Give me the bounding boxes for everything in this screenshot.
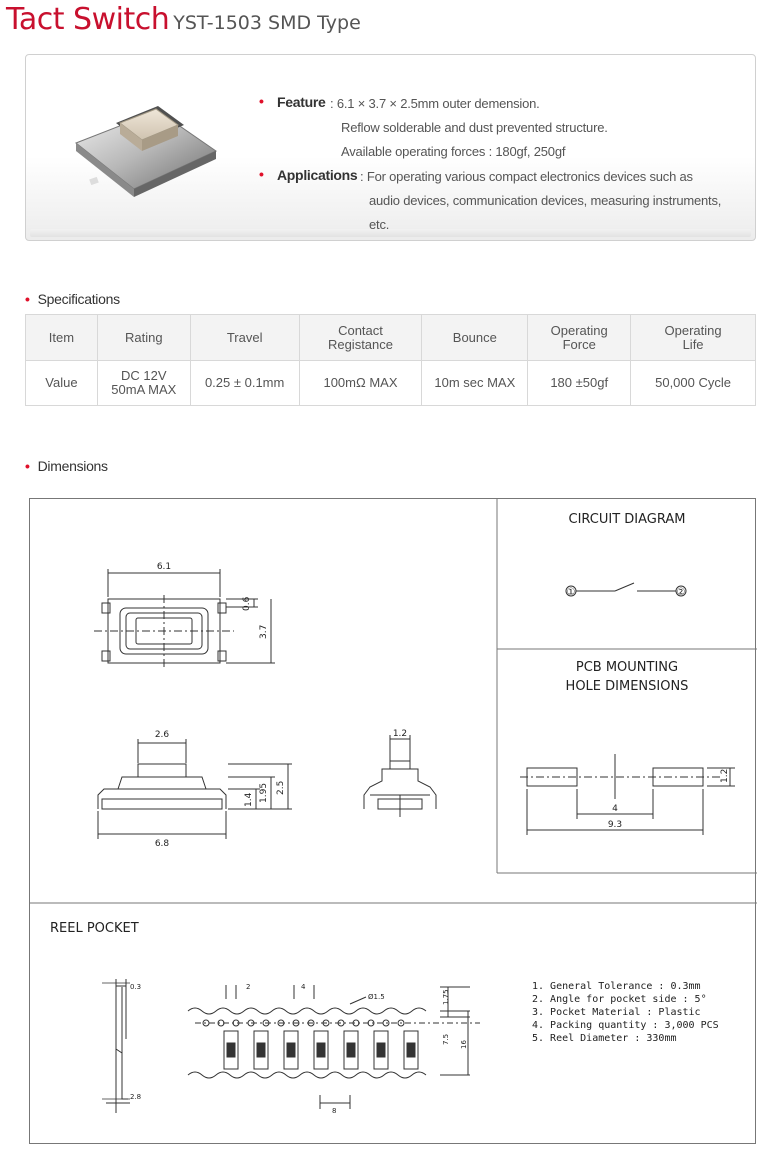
side-view-total-height: 2.5 <box>276 780 286 795</box>
feature-line-2: Reflow solderable and dust prevented structure. <box>341 120 608 135</box>
reel-pocket-side-view <box>102 979 130 1113</box>
specifications-table <box>25 314 756 406</box>
spec-value-cell: Value <box>26 361 98 406</box>
reel-dim-pocket-pitch: 4 <box>301 983 306 991</box>
reel-title: REEL POCKET <box>50 921 139 936</box>
reel-pocket <box>254 1031 268 1069</box>
dimensions-heading <box>25 458 108 474</box>
dimensions-svg <box>30 499 757 1145</box>
dimensions-drawing <box>29 498 756 1144</box>
reel-pockets <box>224 1031 418 1069</box>
circuit-pin-1: ① <box>566 587 576 598</box>
spec-value-cell: 100mΩ MAX <box>299 361 422 406</box>
specifications-bullet: • <box>25 291 30 307</box>
dimensions-bullet: • <box>25 458 30 474</box>
applications-label: Applications <box>277 167 358 183</box>
spec-value-cell: 10m sec MAX <box>422 361 528 406</box>
reel-note: 3. Pocket Material : Plastic <box>532 1007 701 1018</box>
spec-header-cell: Operating Life <box>631 315 756 361</box>
reel-note: 2. Angle for pocket side : 5° <box>532 994 707 1005</box>
reel-note: 1. General Tolerance : 0.3mm <box>532 981 701 992</box>
top-view-offset: 0.6 <box>242 596 252 611</box>
feature-label: Feature <box>277 94 326 110</box>
reel-notes <box>532 980 719 1045</box>
title-main: Tact Switch <box>6 2 170 37</box>
spec-header-cell: Travel <box>190 315 299 361</box>
reel-pocket <box>284 1031 298 1069</box>
spec-value-cell: 50,000 Cycle <box>631 361 756 406</box>
reel-note: 5. Reel Diameter : 330mm <box>532 1033 677 1044</box>
circuit-title: CIRCUIT DIAGRAM <box>568 512 686 527</box>
circuit-symbol <box>566 583 686 596</box>
pcb-title-line-2: HOLE DIMENSIONS <box>565 679 689 694</box>
spec-header-cell: Rating <box>97 315 190 361</box>
side-view-length: 6.8 <box>154 839 170 849</box>
dimensions-heading-text: Dimensions <box>37 458 108 474</box>
reel-dim-hole-pitch: 2 <box>246 983 251 991</box>
reel-pocket <box>344 1031 358 1069</box>
pcb-dim-gap: 4 <box>612 804 618 814</box>
title-subtitle: YST-1503 SMD Type <box>173 12 361 34</box>
specifications-value-row <box>26 361 756 406</box>
spec-value-cell: DC 12V 50mA MAX <box>97 361 190 406</box>
reel-dim-depth: 2.8 <box>130 1093 142 1101</box>
circuit-pin-2: ② <box>676 587 686 598</box>
top-view-height: 3.7 <box>259 624 269 639</box>
side-view-body-height: 1.4 <box>244 792 254 807</box>
feature-line-3: Available operating forces : 180gf, 250gf <box>341 144 566 159</box>
reel-dim-width: 16 <box>460 1040 468 1049</box>
specifications-heading <box>25 291 120 307</box>
applications-bullet: • <box>259 166 264 182</box>
spec-header-cell: Item <box>26 315 98 361</box>
pcb-dim-total: 9.3 <box>607 820 623 830</box>
side-view-button-width: 2.6 <box>154 730 170 740</box>
page-title <box>6 2 361 37</box>
feature-line-1: : 6.1 × 3.7 × 2.5mm outer demension. <box>330 96 540 111</box>
reel-dim-center: 7.5 <box>442 1033 450 1045</box>
pcb-title-line-1: PCB MOUNTING <box>575 660 679 675</box>
reel-pocket <box>314 1031 328 1069</box>
top-view-width: 6.1 <box>156 562 172 572</box>
side-view-mid-height: 1.95 <box>259 782 269 803</box>
pcb-hole-pattern <box>520 754 735 835</box>
reel-dim-edge: 1.75 <box>442 989 450 1005</box>
switch-product-image <box>68 93 218 203</box>
top-view-drawing <box>94 569 275 669</box>
spec-header-cell: Contact Registance <box>299 315 422 361</box>
applications-line-2: audio devices, communication devices, measuring instruments, <box>369 193 722 208</box>
reel-dim-pitch: 8 <box>332 1107 337 1115</box>
applications-line-3: etc. <box>369 217 390 232</box>
end-view-drawing <box>364 735 436 817</box>
reel-pocket <box>404 1031 418 1069</box>
reel-note: 4. Packing quantity : 3,000 PCS <box>532 1020 719 1031</box>
pcb-dim-height: 1.2 <box>720 768 730 783</box>
applications-line-1: : For operating various compact electronics devices such as <box>360 169 693 184</box>
spec-header-cell: Bounce <box>422 315 528 361</box>
reel-pocket <box>374 1031 388 1069</box>
intro-panel <box>25 54 756 241</box>
reel-dim-thickness: 0.3 <box>130 983 142 991</box>
feature-bullet: • <box>259 93 264 109</box>
spec-header-cell: Operating Force <box>528 315 631 361</box>
specifications-heading-text: Specifications <box>37 291 120 307</box>
intro-panel-shadow <box>30 229 751 237</box>
specifications-header-row <box>26 315 756 361</box>
reel-dim-hole-diameter: Ø1.5 <box>368 993 385 1001</box>
spec-value-cell: 0.25 ± 0.1mm <box>190 361 299 406</box>
reel-pocket <box>224 1031 238 1069</box>
spec-value-cell: 180 ±50gf <box>528 361 631 406</box>
end-view-width: 1.2 <box>392 729 408 739</box>
